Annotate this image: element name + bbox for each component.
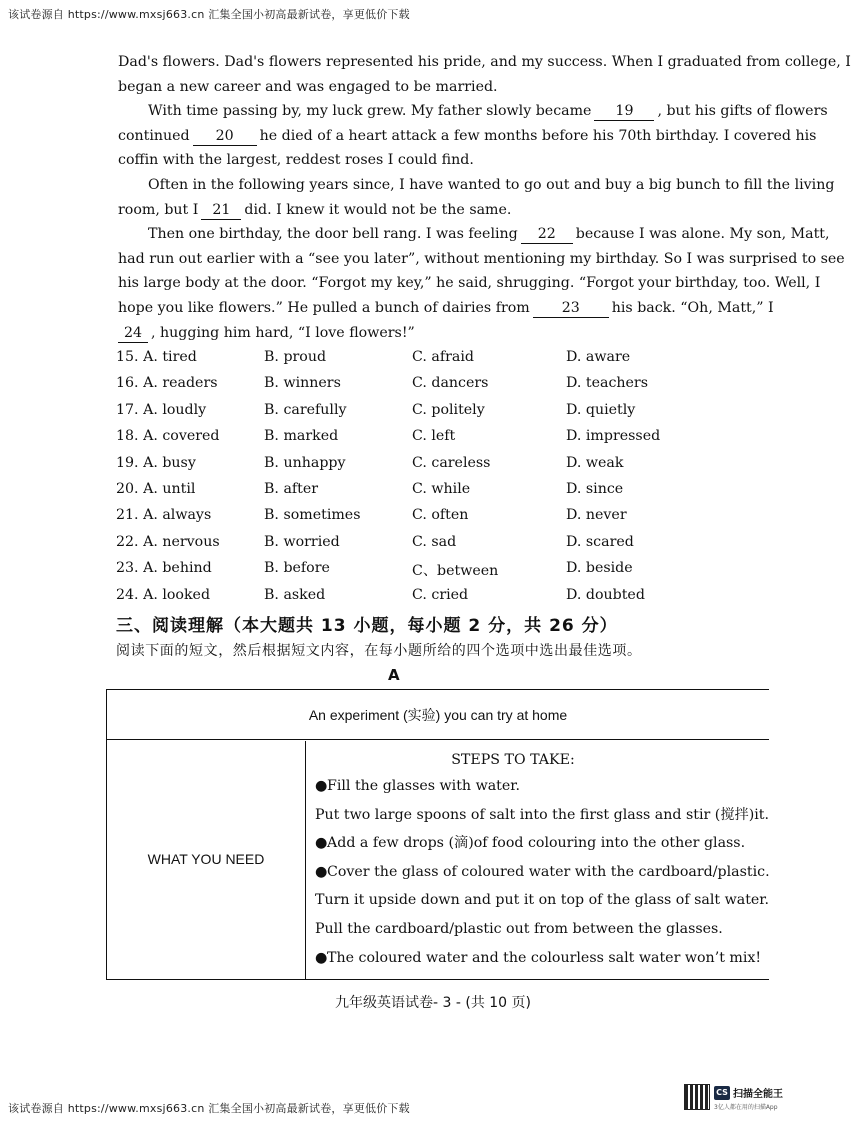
blank-22: 22	[521, 225, 573, 244]
question-row	[116, 455, 756, 481]
what-you-need-cell	[107, 741, 306, 979]
step-item	[315, 801, 769, 830]
question-row	[116, 534, 756, 560]
step-item	[315, 944, 769, 973]
passage-label: A	[388, 666, 400, 684]
option-d: D. weak	[566, 454, 624, 471]
passage-text: room, but I	[118, 201, 199, 218]
passage-line	[118, 99, 828, 124]
step-item	[315, 772, 769, 801]
answer-options	[116, 349, 756, 613]
passage-line	[118, 222, 830, 247]
step-text: Add a few drops (滴)of food colouring into the other glass.	[327, 835, 746, 852]
option-b: B. proud	[264, 349, 327, 365]
option-b: B. after	[264, 480, 319, 497]
blank-23: 23	[533, 299, 609, 318]
passage-line: Dad's flowers. Dad's flowers represented his pride, and my success. When I graduated from college, I	[118, 54, 851, 70]
option-d: D. aware	[566, 349, 631, 365]
option-a: 24. A. looked	[116, 586, 211, 603]
option-c: C. while	[412, 480, 471, 497]
option-a: 20. A. until	[116, 480, 196, 497]
option-c: C. cried	[412, 586, 469, 603]
option-b: B. marked	[264, 428, 339, 445]
step-item	[315, 886, 769, 915]
section-title: 三、阅读理解（本大题共 13 小题，每小题 2 分，共 26 分）	[116, 616, 618, 636]
option-c: C. afraid	[412, 349, 474, 365]
question-row	[116, 375, 756, 401]
option-a: 18. A. covered	[116, 428, 220, 445]
passage-line	[118, 124, 817, 149]
watermark-bottom: 该试卷源自 https://www.mxsj663.cn 汇集全国小初高最新试卷，享更低价下载	[8, 1102, 410, 1115]
passage-text: his back. “Oh, Matt,” I	[611, 299, 774, 316]
camscanner-logo-icon: CS	[714, 1086, 730, 1100]
section-instruction: 阅读下面的短文，然后根据短文内容，在每小题所给的四个选项中选出最佳选项。	[116, 643, 642, 659]
bullet-icon: ●	[315, 778, 328, 794]
step-text: Cover the glass of coloured water with the cardboard/plastic.	[327, 863, 770, 880]
step-text: Turn it upside down and put it on top of the glass of salt water.	[315, 892, 770, 909]
passage-line	[118, 296, 774, 321]
option-b: B. unhappy	[264, 454, 346, 471]
option-a: 19. A. busy	[116, 454, 196, 471]
passage-text: hope you like flowers.” He pulled a bunch of dairies from	[118, 299, 530, 316]
option-c: C. often	[412, 507, 469, 524]
question-row	[116, 507, 756, 533]
experiment-table	[106, 689, 769, 980]
step-text: Pull the cardboard/plastic out from between the glasses.	[315, 920, 723, 937]
option-d: D. doubted	[566, 586, 645, 603]
option-b: B. carefully	[264, 401, 347, 418]
passage-line: began a new career and was engaged to be married.	[118, 78, 498, 95]
blank-24: 24	[118, 324, 148, 343]
blank-20: 20	[193, 127, 257, 146]
option-b: B. sometimes	[264, 507, 361, 524]
option-a: 17. A. loudly	[116, 401, 207, 418]
option-d: D. quietly	[566, 401, 636, 418]
option-a: 23. A. behind	[116, 560, 212, 577]
what-you-need-label: WHAT YOU NEED	[147, 851, 265, 867]
step-item	[315, 829, 769, 858]
passage-text: because I was alone. My son, Matt,	[575, 226, 830, 243]
steps-cell	[315, 748, 769, 972]
passage-line	[118, 321, 738, 346]
option-d: D. never	[566, 507, 627, 524]
passage-text: he died of a heart attack a few months before his 70th birthday. I covered his	[259, 127, 817, 144]
option-d: D. beside	[566, 560, 633, 577]
bullet-icon: ●	[315, 863, 328, 880]
passage-line	[118, 198, 738, 223]
table-header: An experiment (实验) you can try at home	[107, 690, 769, 740]
watermark-top: 该试卷源自 https://www.mxsj663.cn 汇集全国小初高最新试卷，享更低价下载	[8, 8, 410, 21]
option-c: C. sad	[412, 533, 457, 550]
option-c: C. dancers	[412, 375, 489, 392]
option-c: C. left	[412, 428, 456, 445]
bullet-icon: ●	[315, 835, 328, 852]
option-d: D. scared	[566, 533, 634, 550]
passage-line: Often in the following years since, I have wanted to go out and buy a big bunch to fill the living	[148, 176, 835, 193]
option-d: D. teachers	[566, 375, 648, 392]
step-text: The coloured water and the colourless salt water won’t mix!	[327, 949, 762, 966]
bullet-icon: ●	[315, 949, 328, 966]
question-row	[116, 587, 756, 613]
passage-text: , but his gifts of flowers	[657, 103, 828, 120]
passage-line: his large body at the door. “Forgot my key,” he said, shrugging. “Forgot your birthday, too. Well, I	[118, 275, 821, 292]
option-a: 15. A. tired	[116, 349, 197, 365]
qr-code-icon	[684, 1084, 710, 1110]
step-item	[315, 858, 769, 887]
option-d: D. since	[566, 480, 624, 497]
option-b: B. worried	[264, 533, 340, 550]
step-text: Put two large spoons of salt into the first glass and stir (搅拌)it.	[315, 806, 769, 823]
scanner-tagline: 3亿人都在用的扫描App	[714, 1104, 778, 1111]
question-row	[116, 349, 756, 375]
option-b: B. winners	[264, 375, 341, 392]
question-row	[116, 428, 756, 454]
step-text: Fill the glasses with water.	[327, 778, 520, 794]
passage-line: had run out earlier with a “see you later”, without mentioning my birthday. So I was surprised to see	[118, 250, 845, 267]
passage-text: did. I knew it would not be the same.	[244, 201, 512, 218]
passage-line: coffin with the largest, reddest roses I could find.	[118, 152, 474, 169]
question-row	[116, 560, 756, 586]
option-c: C. politely	[412, 401, 485, 418]
passage-text: , hugging him hard, “I love flowers!”	[151, 324, 415, 341]
step-item	[315, 915, 769, 944]
option-a: 22. A. nervous	[116, 533, 220, 550]
question-row	[116, 481, 756, 507]
cloze-passage	[118, 50, 851, 345]
scanner-app-name: 扫描全能王	[733, 1089, 783, 1100]
passage-text: Then one birthday, the door bell rang. I was feeling	[148, 226, 518, 243]
question-row	[116, 402, 756, 428]
option-c: C、between	[412, 563, 499, 580]
blank-21: 21	[201, 201, 241, 220]
steps-title: STEPS TO TAKE:	[451, 752, 575, 768]
blank-19: 19	[594, 102, 654, 121]
passage-text: With time passing by, my luck grew. My father slowly became	[148, 103, 592, 120]
option-c: C. careless	[412, 454, 491, 471]
page-footer: 九年级英语试卷- 3 - (共 10 页)	[335, 995, 531, 1011]
option-b: B. asked	[264, 586, 326, 603]
passage-text: continued	[118, 127, 190, 144]
option-a: 16. A. readers	[116, 375, 218, 392]
option-d: D. impressed	[566, 428, 661, 445]
option-b: B. before	[264, 560, 330, 577]
option-a: 21. A. always	[116, 507, 212, 524]
